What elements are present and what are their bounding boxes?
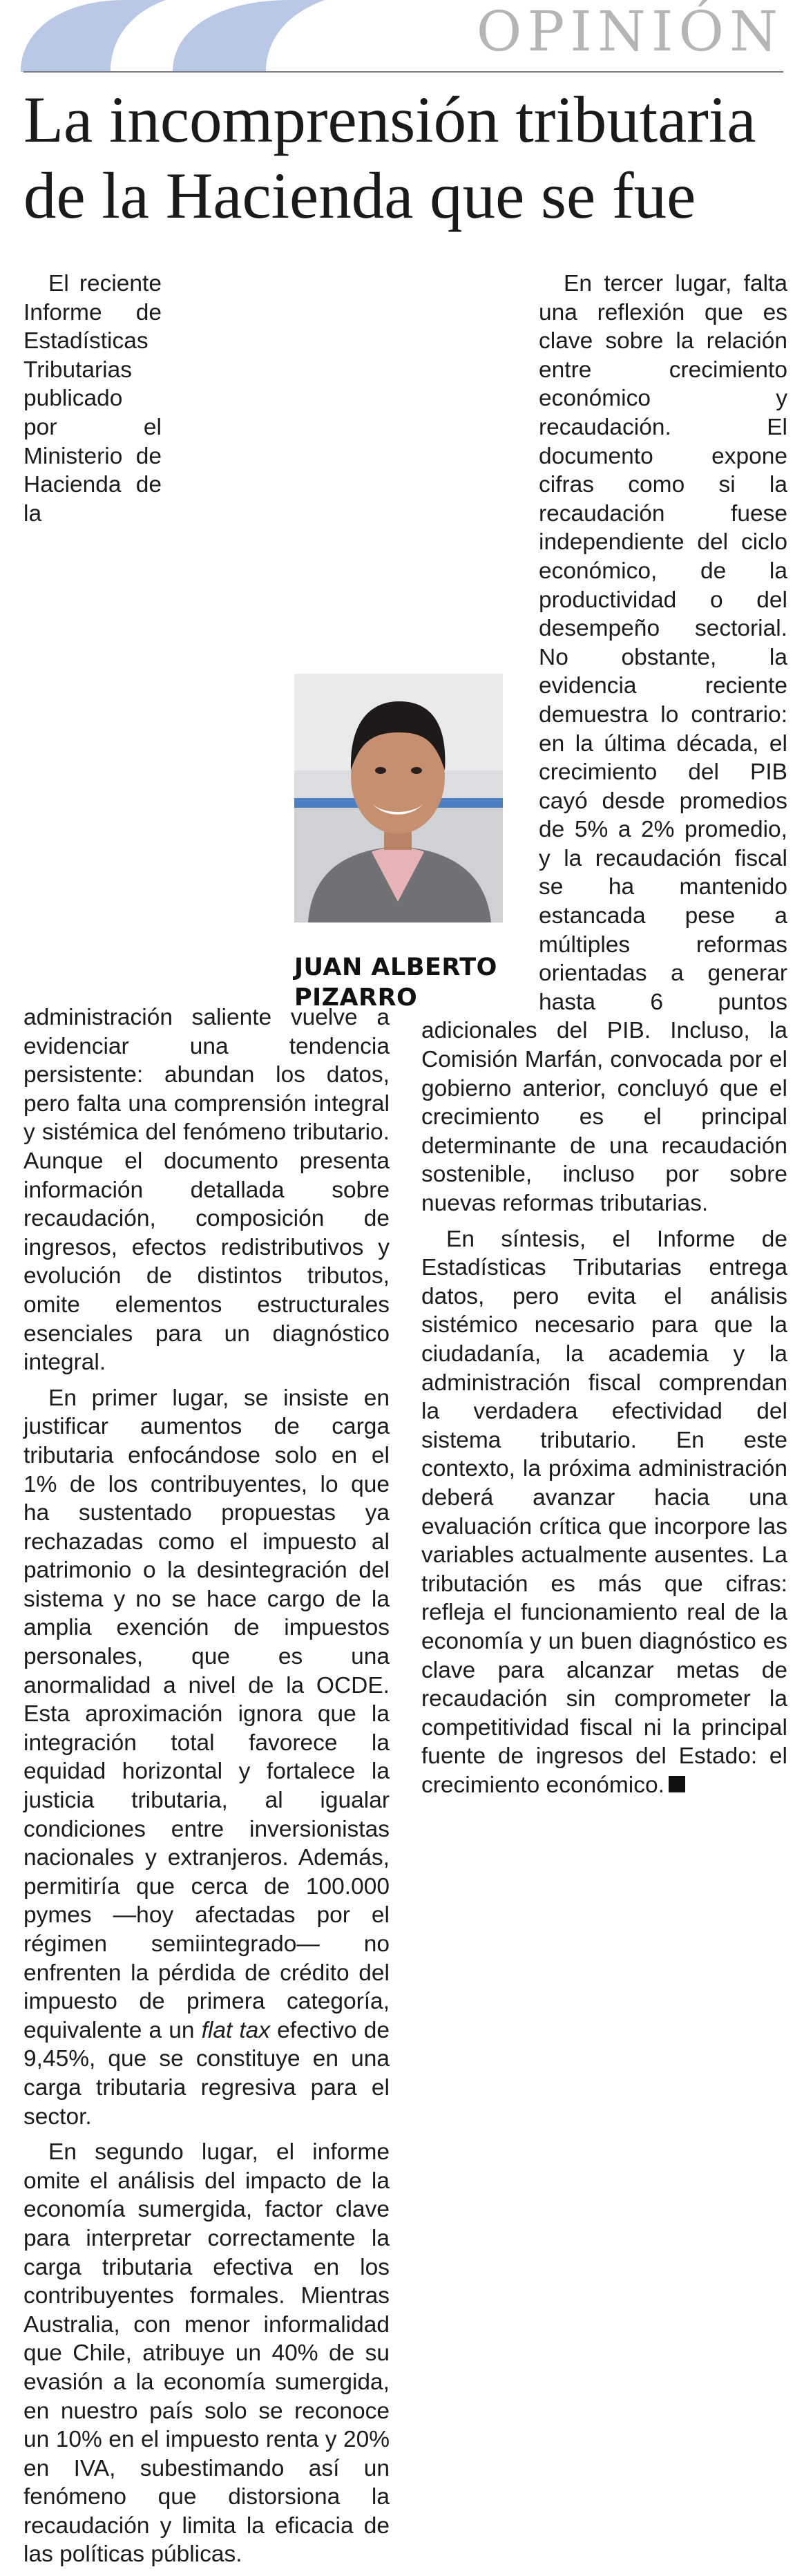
- column-left: [23, 269, 390, 2576]
- header-rule: [23, 71, 783, 73]
- quote-shape-right: [173, 0, 325, 72]
- paragraph-second-point: En segundo lugar, el informe omite el análisis del impacto de la economía sumergida, factor clave para interpretar correctamente la carga tributaria efectiva en los contribuyentes formales. Mientras Australia, con menor informalidad que Chile, atribuye un 40% de su evasión a la economía sumergida, en nuestro país solo se reconoce un 10% en el impuesto renta y 20% en IVA, subestimando así un fenómeno que distorsiona la recaudación y limita la eficacia de las políticas públicas.: [23, 2139, 390, 2568]
- author-last-name: PIZARRO: [294, 984, 418, 1012]
- end-of-article-mark: [669, 1776, 685, 1792]
- paragraph-first-point: [23, 1384, 390, 2131]
- author-first-names: JUAN ALBERTO: [294, 954, 497, 981]
- quote-shape-left: [21, 0, 166, 72]
- section-label: OPINIÓN: [476, 0, 783, 64]
- paragraph-third-point: En tercer lugar, falta una reflexión que es clave sobre la relación entre crecimiento económico y recaudación. El documento expone cifras como si la recaudación fuese independiente del ciclo económico, de la productividad o del desempeño sectorial. No obstante, la evidencia reciente demuestra lo contrario: en la última década, el crecimiento del PIB cayó desde promedios de 5% a 2% promedio, y la recaudación fiscal se ha mantenido estancada pese a múltiples reformas orientadas a generar hasta 6 puntos adicionales del PIB. Incluso, la Comisión Marfán, convocada por el gobierno anterior, concluyó que el crecimiento es el principal determinante de una recaudación sostenible, incluso por sobre nuevas reformas tributarias.: [421, 271, 787, 1216]
- author-byline: [294, 952, 497, 1013]
- paragraph-synthesis: [421, 1225, 787, 1800]
- author-photo: [294, 674, 503, 922]
- paragraph-first-point-text: En primer lugar, se insiste en justificar aumentos de carga tributaria enfocándose solo en el 1% de los contribuyentes, lo que ha sustentado propuestas ya rechazadas como el impuesto al patrimonio o la desintegración del sistema y no se hace cargo de la amplia exención de impuestos personales, que es una anormalidad a nivel de la OCDE. Esta aproximación ignora que la integración total favorece la equidad horizontal y fortalece la justicia tributaria, al igualar condiciones entre inversionistas nacionales y extranjeros. Además, permitiría que cerca de 100.000 pymes —hoy afectadas por el régimen semiintegrado— no enfrenten la pérdida de crédito del impuesto de primera categoría, equivalente a un: [23, 1385, 390, 2043]
- paragraph-intro: El reciente Informe de Estadísticas Tributarias publicado por el Ministerio de Hacienda de la administración saliente vuelve a evidenciar una tendencia persistente: abundan los datos, pero falta una comprensión integral y sistémica del fenómeno tributario. Aunque el documento presenta información detallada sobre recaudación, composición de ingresos, efectos redistributivos y evolución de distintos tributos, omite elementos estructurales esenciales para un diagnóstico integral.: [23, 271, 390, 1376]
- headline: La incomprensión tributaria de la Hacienda que se fue: [23, 83, 756, 232]
- flat-tax-term: flat tax: [201, 2017, 271, 2043]
- paragraph-first-point-tail: efectivo de 9,45%, que se constituye en una carga tributaria regresiva para el sector.: [23, 2017, 390, 2130]
- author-portrait-illustration: [294, 674, 503, 922]
- paragraph-synthesis-text: En síntesis, el Informe de Estadísticas Tributarias entrega datos, pero evita el análisis sistémico necesario para que la ciudadanía, la academia y la administración fiscal comprendan la verdadera efectividad del sistema tributario. En este contexto, la próxima administración deberá avanzar hacia una evaluación crítica que incorpore las variables actualmente ausentes. La tributación es más que cifras: refleja el funcionamiento real de la economía y un buen diagnóstico es clave para alcanzar metas de recaudación sin comprometer la competitividad fiscal ni la principal fuente de ingresos del Estado: el crecimiento económico.: [421, 1226, 787, 1798]
- column-right: [421, 269, 787, 1806]
